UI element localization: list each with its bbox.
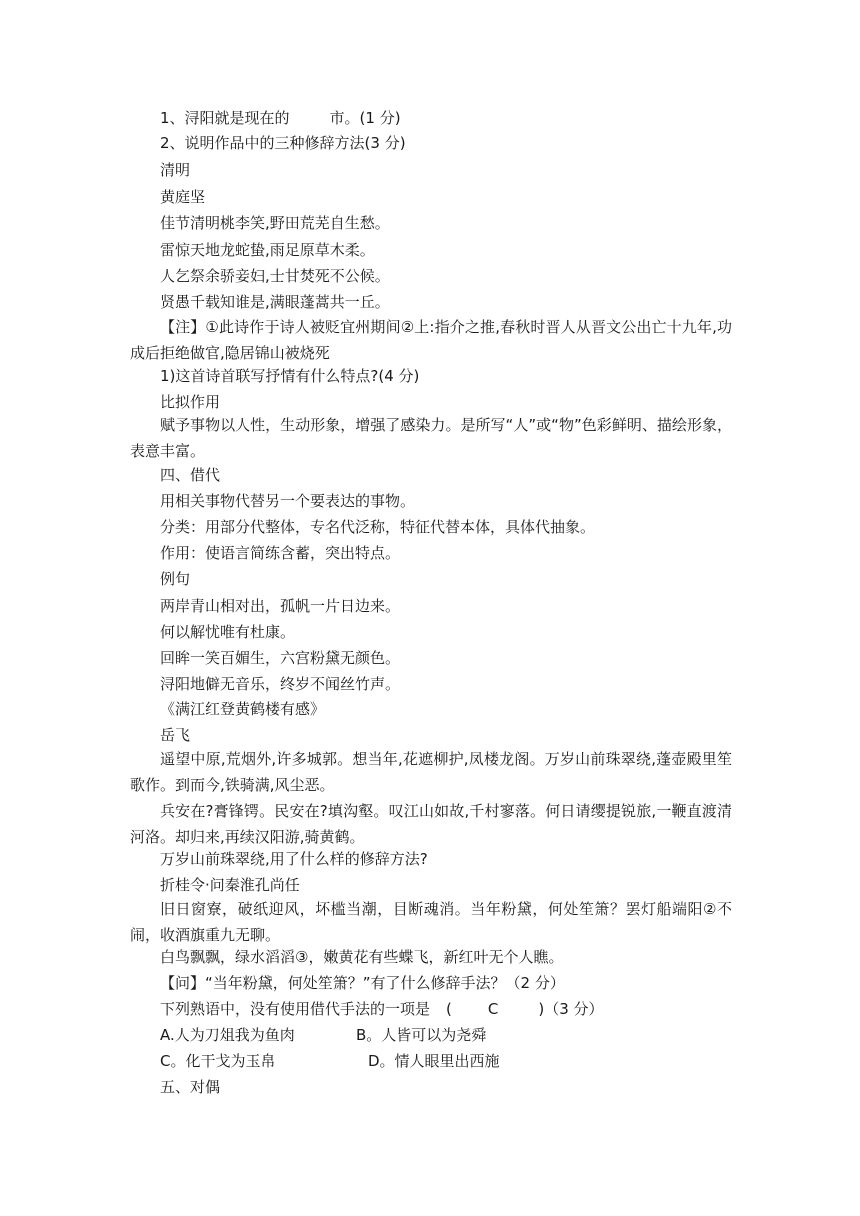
section-heading: 比拟作用 xyxy=(160,393,221,411)
definition-line: 用相关事物代替另一个要表达的事物。 xyxy=(160,492,416,510)
effect-line: 作用：使语言简练含蓄，突出特点。 xyxy=(160,544,401,562)
poem-line: 白鸟飘飘，绿水滔滔③，嫩黄花有些蝶飞，新红叶无个人瞧。 xyxy=(160,948,564,966)
option-d: D。情人眼里出西施 xyxy=(368,1052,500,1070)
multiple-choice-question xyxy=(160,999,604,1019)
poem-author: 黄庭坚 xyxy=(160,188,206,206)
poem-paragraph: 旧日窗寮，破纸迎风，坏槛当潮，目断魂消。当年粉黛，何处笙箫？罢灯船端阳②不闹，收酒旗重九无聊。 xyxy=(130,900,732,944)
question-line: 1)这首诗首联写抒情有什么特点?(4 分) xyxy=(160,367,420,385)
poem-title: 清明 xyxy=(160,161,191,179)
option-c: C。化干戈为玉帛 xyxy=(160,1052,276,1070)
example-line: 回眸一笑百媚生，六宫粉黛无颜色。 xyxy=(160,649,401,667)
poem-line: 雷惊天地龙蛇蛰,雨足原草木柔。 xyxy=(160,241,375,259)
classification-line: 分类：用部分代整体，专名代泛称，特征代替本体，具体代抽象。 xyxy=(160,518,596,536)
poem-author: 岳飞 xyxy=(160,726,191,744)
example-heading: 例句 xyxy=(160,570,191,588)
question-line: 2、说明作品中的三种修辞方法(3 分) xyxy=(160,134,406,152)
option-a: A.人为刀俎我为鱼肉 xyxy=(160,1026,295,1044)
poem-title: 折桂令·问秦淮孔尚任 xyxy=(160,876,300,894)
poem-paragraph: 遥望中原,荒烟外,许多城郭。想当年,花遮柳护,凤楼龙阁。万岁山前珠翠绕,蓬壶殿里笙歌作。到而今,铁骑满,风尘恶。 xyxy=(130,750,732,794)
example-line: 何以解忧唯有杜康。 xyxy=(160,623,296,641)
question-text: 下列熟语中，没有使用借代手法的一项是 xyxy=(160,1000,431,1018)
example-line: 两岸青山相对出，孤帆一片日边来。 xyxy=(160,597,401,615)
section-heading: 五、对偶 xyxy=(160,1078,221,1096)
poem-note: 【注】①此诗作于诗人被贬宜州期间②上:指介之推,春秋时晋人从晋文公出亡十九年,功成后拒绝做官,隐居锦山被烧死 xyxy=(130,318,732,362)
question-line: 万岁山前珠翠绕,用了什么样的修辞方法? xyxy=(160,850,428,868)
answer-letter: C xyxy=(487,1000,499,1018)
poem-line: 人乞祭余骄妾妇,士甘焚死不公候。 xyxy=(160,267,390,285)
question-text: 1、浔阳就是现在的 xyxy=(160,109,290,127)
example-line: 浔阳地僻无音乐，终岁不闻丝竹声。 xyxy=(160,675,401,693)
option-b: B。人皆可以为尧舜 xyxy=(356,1026,487,1044)
explanation-paragraph: 赋予事物以人性，生动形象，增强了感染力。是所写“人”或“物”色彩鲜明、描绘形象，表意丰富。 xyxy=(130,416,732,460)
section-heading: 四、借代 xyxy=(160,466,221,484)
poem-paragraph: 兵安在?膏锋锷。民安在?填沟壑。叹江山如故,千村寥落。何日请缨提锐旅,一鞭直渡清河洛。却归来,再续汉阳游,骑黄鹤。 xyxy=(130,802,732,846)
poem-title: 《满江红登黄鹤楼有感》 xyxy=(160,700,326,718)
poem-line: 贤愚千载知谁是,满眼蓬蒿共一丘。 xyxy=(160,293,390,311)
score-text: )（3 分） xyxy=(538,1000,604,1018)
question-line xyxy=(160,108,401,128)
paren-open: ( xyxy=(446,1000,452,1018)
question-line: 【问】“当年粉黛，何处笙箫？”有了什么修辞手法？（2 分） xyxy=(160,974,565,992)
question-text: 市。(1 分) xyxy=(329,109,401,127)
poem-line: 佳节清明桃李笑,野田荒芜自生愁。 xyxy=(160,214,390,232)
